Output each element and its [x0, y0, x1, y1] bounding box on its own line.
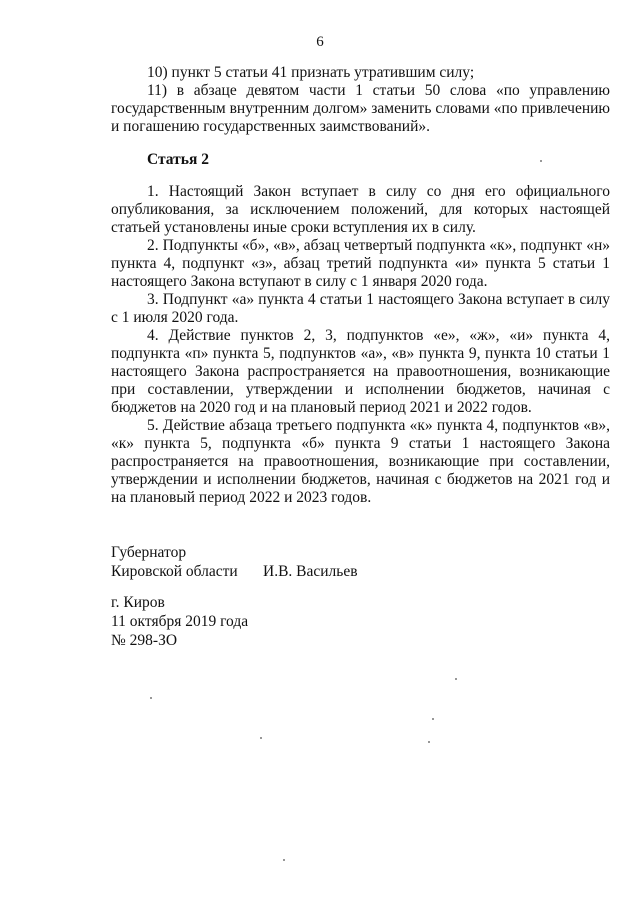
paragraph: 11) в абзаце девятом части 1 статьи 50 слова «по управлению государственным внутренним долгом» заменить словами «по привлечению и погашению государственных заимствований». — [111, 82, 610, 135]
paragraph: 5. Действие абзаца третьего подпункта «к» пункта 4, подпунктов «в», «к» пункта 5, подпункта «б» пункта 9 статьи 1 настоящего Закона распространяется на правоотношения, возникающие при составлении, утверждении и исполнении бюджетов, начиная с бюджетов на 2021 год и на плановый период 2022 и 2023 годов. — [111, 417, 610, 506]
scan-speck — [150, 697, 152, 699]
paragraph: 10) пункт 5 статьи 41 признать утратившим силу; — [147, 64, 475, 81]
law-number: № 298-ЗО — [111, 632, 178, 649]
article-2-body — [111, 183, 610, 507]
scan-speck — [432, 718, 434, 720]
scan-speck — [428, 741, 430, 743]
paragraph: 2. Подпункты «б», «в», абзац четвертый подпункта «к», подпункт «н» пункта 4, подпункт «з», абзац третий подпункта «и» пункта 5 статьи 1 настоящего Закона вступают в силу с 1 января 2020 года. — [111, 237, 610, 290]
scan-speck — [540, 160, 542, 162]
paragraph: 1. Настоящий Закон вступает в силу со дня его официального опубликования, за исключением положений, для которых настоящей статьей установлены иные сроки вступления их в силу. — [111, 183, 610, 236]
scan-speck — [455, 678, 457, 680]
issue-place: г. Киров — [111, 594, 165, 611]
article-1-tail — [111, 64, 610, 136]
page-number: 6 — [316, 34, 324, 50]
issue-date: 11 октября 2019 года — [111, 613, 249, 630]
scan-speck — [283, 859, 285, 861]
scan-speck — [260, 737, 262, 739]
signature-block — [111, 543, 358, 581]
article-2-heading: Статья 2 — [147, 151, 209, 168]
paragraph: 3. Подпункт «а» пункта 4 статьи 1 настоящего Закона вступает в силу с 1 июля 2020 года. — [111, 291, 610, 326]
paragraph: 4. Действие пунктов 2, 3, подпунктов «е», «ж», «и» пункта 4, подпункта «п» пункта 5, подпунктов «а», «в» пункта 9, пункта 10 статьи 1 настоящего Закона распространяется на правоотношения, возникающие при составлении, утверждении и исполнении бюджетов, начиная с бюджетов на 2020 год и на плановый период 2021 и 2022 годов. — [111, 327, 610, 416]
signer-name: И.В. Васильев — [263, 563, 358, 580]
issue-details — [111, 593, 248, 650]
signer-title-line2: Кировской области — [111, 563, 238, 580]
signer-title-line1: Губернатор — [111, 544, 187, 561]
